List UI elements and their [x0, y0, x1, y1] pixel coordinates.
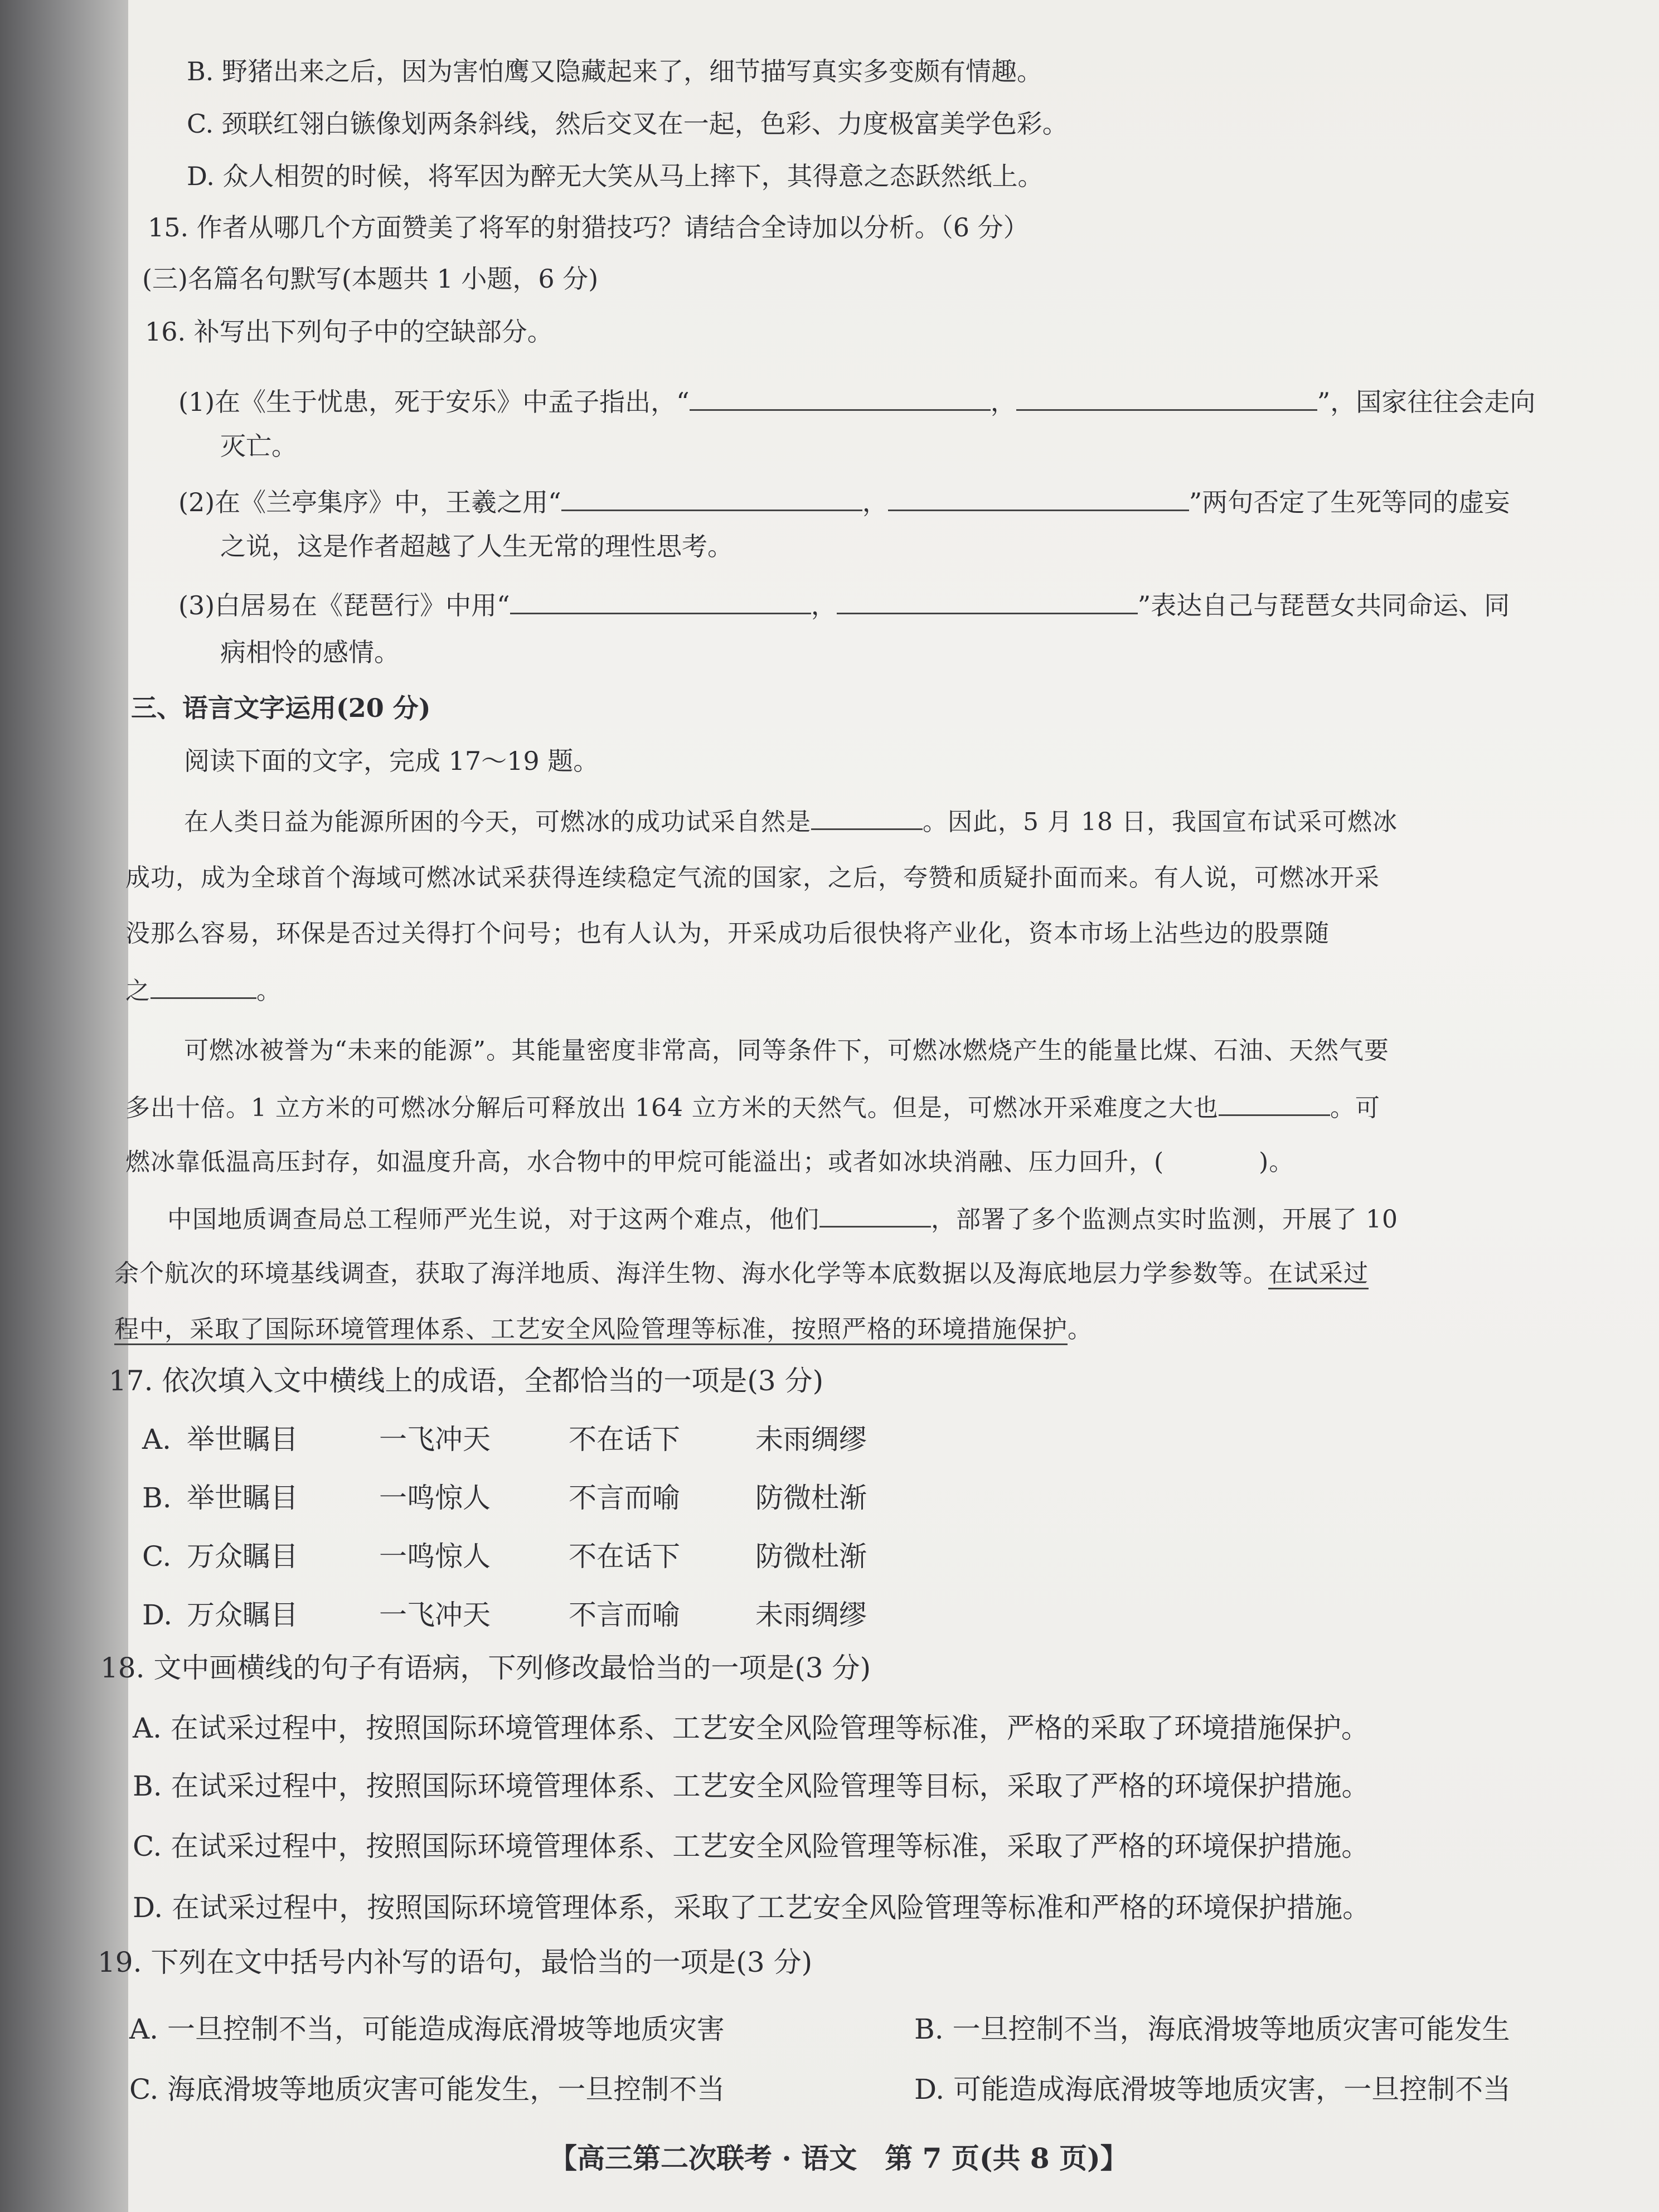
question-19: 19. 下列在文中括号内补写的语句，最恰当的一项是(3 分) — [98, 1946, 813, 1978]
q16-item-1-cont: 灭亡。 — [220, 431, 297, 461]
paragraph-2-line-3 — [125, 1146, 1294, 1179]
q17-option-letter[interactable]: C. — [142, 1540, 172, 1573]
section-famous-lines-title: (三)名篇名句默写(本题共 1 小题，6 分) — [142, 264, 599, 294]
underlined-sentence-start: 在试采过 — [1268, 1259, 1369, 1289]
page-footer: 【高三第二次联考 · 语文 第 7 页(共 8 页)】 — [549, 2142, 1128, 2175]
answer-blank[interactable] — [811, 804, 923, 830]
q17-option-idiom: 防微杜渐 — [755, 1540, 867, 1573]
q16-item3-text-a: (3)白居易在《琵琶行》中用“ — [178, 590, 510, 620]
q17-option-idiom: 未雨绸缪 — [755, 1423, 867, 1456]
p3-text-a: 中国地质调查局总工程师严光生说，对于这两个难点，他们 — [167, 1205, 819, 1234]
q17-option-idiom: 不在话下 — [569, 1423, 680, 1456]
q18-option-b[interactable]: B. 在试采过程中，按照国际环境管理体系、工艺安全风险管理等目标，采取了严格的环境保护措施。 — [133, 1770, 1370, 1802]
p2-text-c: 燃冰靠低温高压封存，如温度升高，水合物中的甲烷可能溢出；或者如冰块消融、压力回升，( — [125, 1148, 1165, 1176]
p1-text-b: 。因此，5 月 18 日，我国宣布试采可燃冰 — [923, 808, 1398, 836]
p3-text-c: 余个航次的环境基线调查，获取了海洋地质、海洋生物、海水化学等本底数据以及海底地层力学参数等。 — [114, 1259, 1268, 1288]
q17-option-idiom: 一鸣惊人 — [379, 1482, 491, 1514]
part-three-title: 三、语言文字运用(20 分) — [131, 693, 431, 723]
q19-option-c[interactable]: C. 海底滑坡等地质灾害可能发生，一旦控制不当 — [129, 2073, 725, 2106]
q17-option-idiom: 未雨绸缪 — [755, 1599, 867, 1631]
q16-item1-text-a: (1)在《生于忧患，死于安乐》中孟子指出，“ — [178, 387, 690, 417]
paragraph-1-line-4 — [125, 973, 282, 1008]
answer-blank[interactable] — [690, 385, 991, 411]
p3-text-d: 。 — [1068, 1315, 1093, 1343]
q19-option-b[interactable]: B. 一旦控制不当，海底滑坡等地质灾害可能发生 — [914, 2013, 1510, 2045]
option-b-line: B. 野猪出来之后，因为害怕鹰又隐藏起来了，细节描写真实多变颇有情趣。 — [187, 56, 1043, 86]
answer-blank[interactable] — [1219, 1090, 1330, 1116]
q17-option-idiom: 举世瞩目 — [187, 1423, 298, 1456]
q17-option-idiom: 一飞冲天 — [379, 1423, 491, 1456]
q16-item1-text-c: ”，国家往往会走向 — [1317, 387, 1536, 417]
q19-option-a[interactable]: A. 一旦控制不当，可能造成海底滑坡等地质灾害 — [129, 2013, 725, 2045]
paragraph-1-line-2: 成功，成为全球首个海域可燃冰试采获得连续稳定气流的国家，之后，夸赞和质疑扑面而来。有人说，可燃冰开采 — [125, 864, 1380, 892]
q16-item-3-cont: 病相怜的感情。 — [220, 637, 400, 667]
underlined-sentence: 程中，采取了国际环境管理体系、工艺安全风险管理等标准，按照严格的环境措施保护 — [114, 1315, 1068, 1345]
paragraph-3-line-1 — [167, 1201, 1398, 1236]
p2-text-d: )。 — [1259, 1148, 1294, 1176]
p1-text-c: 之 — [125, 977, 151, 1005]
paragraph-3-line-2 — [114, 1257, 1369, 1291]
answer-blank[interactable] — [1016, 385, 1317, 411]
q16-item3-text-c: ”表达自己与琵琶女共同命运、同 — [1137, 590, 1510, 620]
q16-item1-text-b: ， — [990, 387, 1016, 417]
question-17: 17. 依次填入文中横线上的成语，全都恰当的一项是(3 分) — [109, 1365, 824, 1397]
q17-option-idiom: 不言而喻 — [569, 1482, 680, 1514]
q16-item2-text-b: ， — [862, 487, 888, 517]
q17-option-idiom: 防微杜渐 — [755, 1482, 867, 1514]
q16-item2-text-c: ”两句否定了生死等同的虚妄 — [1189, 487, 1510, 517]
paragraph-2-line-1: 可燃冰被誉为“未来的能源”。其能量密度非常高，同等条件下，可燃冰燃烧产生的能量比煤、石油、天然气要 — [184, 1036, 1389, 1065]
question-15: 15. 作者从哪几个方面赞美了将军的射猎技巧？请结合全诗加以分析。（6 分） — [148, 212, 1029, 242]
answer-blank[interactable] — [888, 485, 1189, 511]
q17-option-idiom: 一鸣惊人 — [379, 1540, 491, 1573]
q17-option-idiom: 不言而喻 — [569, 1599, 680, 1631]
paragraph-1-line-3: 没那么容易，环保是否过关得打个问号；也有人认为，开采成功后很快将产业化，资本市场上沾些边的股票随 — [125, 919, 1330, 948]
p1-text-d: 。 — [256, 977, 282, 1005]
answer-blank[interactable] — [837, 588, 1138, 614]
q17-option-idiom: 举世瞩目 — [187, 1482, 298, 1514]
page-shadow — [0, 0, 139, 2212]
option-c-line: C. 颈联红翎白镞像划两条斜线，然后交叉在一起，色彩、力度极富美学色彩。 — [187, 109, 1068, 139]
reading-intro: 阅读下面的文字，完成 17～19 题。 — [184, 746, 599, 776]
p1-text-a: 在人类日益为能源所困的今天，可燃冰的成功试采自然是 — [184, 808, 811, 836]
q17-option-letter[interactable]: D. — [142, 1599, 173, 1631]
answer-blank[interactable] — [510, 588, 811, 614]
answer-blank[interactable] — [151, 973, 256, 999]
q17-option-letter[interactable]: A. — [142, 1423, 172, 1456]
q16-item-3 — [178, 588, 1510, 622]
q17-option-idiom: 万众瞩目 — [187, 1599, 298, 1631]
paragraph-1-line-1 — [184, 804, 1398, 839]
paragraph-2-line-2 — [125, 1090, 1380, 1125]
p2-text-a: 多出十倍。1 立方米的可燃冰分解后可释放出 164 立方米的天然气。但是，可燃冰开采难度之大也 — [125, 1094, 1219, 1122]
p3-text-b: ，部署了多个监测点实时监测，开展了 10 — [931, 1205, 1398, 1234]
q19-option-d[interactable]: D. 可能造成海底滑坡等地质灾害，一旦控制不当 — [914, 2073, 1511, 2106]
q16-item-2 — [178, 485, 1510, 519]
question-18: 18. 文中画横线的句子有语病，下列修改最恰当的一项是(3 分) — [100, 1652, 871, 1684]
q17-option-idiom: 万众瞩目 — [187, 1540, 298, 1573]
q18-option-d[interactable]: D. 在试采过程中，按照国际环境管理体系，采取了工艺安全风险管理等标准和严格的环境保护措施。 — [133, 1891, 1371, 1924]
option-d-line: D. 众人相贺的时候，将军因为醉无大笑从马上摔下，其得意之态跃然纸上。 — [187, 161, 1044, 191]
answer-blank[interactable] — [819, 1201, 931, 1228]
q17-option-letter[interactable]: B. — [142, 1482, 172, 1514]
answer-blank[interactable] — [561, 485, 862, 511]
p2-text-b: 。可 — [1330, 1094, 1380, 1122]
q17-option-idiom: 不在话下 — [569, 1540, 680, 1573]
q18-option-a[interactable]: A. 在试采过程中，按照国际环境管理体系、工艺安全风险管理等标准，严格的采取了环境措施保护。 — [133, 1712, 1369, 1744]
paragraph-3-line-3 — [114, 1313, 1093, 1346]
q16-item-1 — [178, 385, 1535, 419]
q16-item2-text-a: (2)在《兰亭集序》中，王羲之用“ — [178, 487, 561, 517]
q18-option-c[interactable]: C. 在试采过程中，按照国际环境管理体系、工艺安全风险管理等标准，采取了严格的环境保护措施。 — [133, 1830, 1370, 1862]
q16-item-2-cont: 之说，这是作者超越了人生无常的理性思考。 — [220, 531, 733, 561]
q16-item3-text-b: ， — [811, 590, 837, 620]
question-16: 16. 补写出下列句子中的空缺部分。 — [145, 317, 553, 347]
q17-option-idiom: 一飞冲天 — [379, 1599, 491, 1631]
